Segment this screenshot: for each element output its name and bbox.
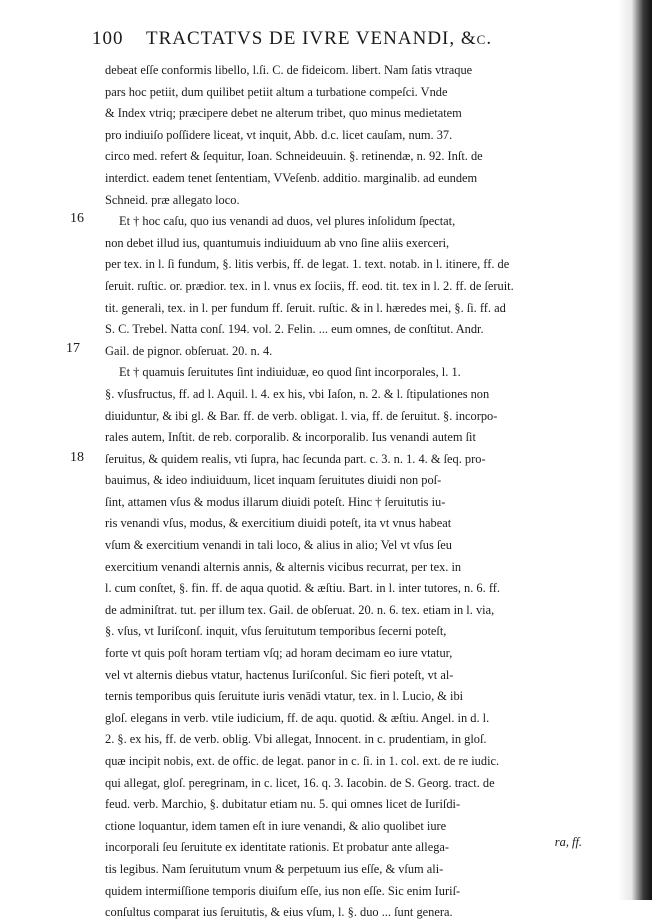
text-line: Et † hoc caſu, quo ius venandi ad duos, vel plures inſolidum ſpectat, [119,214,456,229]
text-line: per tex. in l. ſi fundum, §. litis verbis, ff. de legat. 1. text. notab. in l. itinere, ff. de [105,257,510,272]
text-line: conſultus comparat ius ſeruitutis, & eius vſum, l. §. duo ... ſunt genera. [105,905,453,920]
text-line: ſint, attamen vſus & modus illarum diuidi poteſt. Hinc † ſeruitutis iu- [105,494,446,509]
text-line: rales autem, Inſtit. de reb. corporalib. & incorporalib. Ius venandi autem ſit [105,430,476,445]
text-line: gloſ. elegans in verb. vtile iudicium, ff. de aqu. quotid. & æſtiu. Angel. in d. l. [105,710,490,725]
text-line: ſeruit. ruſtic. or. prædior. tex. in l. vnus ex ſociis, ff. eod. tit. tex in l. 2. ff. de ſeruit. [105,278,514,293]
text-line: §. vſus, vt Iuriſconſ. inquit, vſus ſeruitutum temporibus ſecerni poteſt, [105,624,447,639]
text-line: Et † quamuis ſeruitutes ſint indiuiduæ, eo quod ſint incorporales, l. 1. [119,365,461,380]
text-line: l. cum conſtet, §. fin. ff. de aqua quotid. & æſtiu. Bart. in l. inter tutores, n. 6. ff. [105,581,500,596]
body-text [105,60,590,924]
text-line: ternis temporibus quis ſeruitute iuris venādi vtatur, tex. in l. Lucio, & ibi [105,689,464,704]
text-line: quæ incipit nobis, ext. de offic. de legat. panor in c. ſi. in 1. col. ext. de re iudic. [105,754,500,768]
text-line: circo med. refert & ſequitur, Ioan. Schneideuuin. §. retinendæ, n. 92. Inſt. de [105,149,483,164]
text-line: 2. §. ex his, ff. de verb. oblig. Vbi allegat, Innocent. in c. prudentiam, in gloſ. [105,732,487,747]
text-line: vel vt alternis diebus vtatur, hactenus Iuriſconſul. Sic fieri poteſt, vt al- [105,667,454,682]
text-line: Schneid. præ allegato loco. [105,192,240,207]
text-line: ctione loquantur, idem tamen eſt in iure venandi, & alio quolibet iure [105,818,447,833]
text-line: pars hoc petiit, dum quilibet petiit altum a turbatione compeſci. Vnde [105,84,448,99]
running-header [92,28,612,50]
catchword: ra, ff. [554,835,582,849]
text-line: Gail. de pignor. obſeruat. 20. n. 4. [105,343,273,358]
margin-number-16: 16 [70,211,84,226]
text-line: tis legibus. Nam ſeruitutum vnum & perpetuum ius eſſe, & vſum ali- [105,861,444,876]
text-line: interdict. eadem tenet ſententiam, VVeſenb. additio. marginalib. ad eundem [105,170,478,185]
text-line: ſeruitus, & quidem realis, vti ſupra, hac ſecunda part. c. 3. n. 1. 4. & ſeq. pro- [105,451,486,466]
text-line: non debet illud ius, quantumuis indiuiduum ab vno ſine aliis exerceri, [105,235,450,250]
text-line: pro indiuiſo poſſidere liceat, vt inquit, Abb. d.c. licet cauſam, num. 37. [105,127,453,142]
text-line: tit. generali, tex. in l. per fundum ff. ſeruit. ruſtic. & in l. hæredes mei, §. ſi. ff. ad [105,300,506,315]
text-line: S. C. Trebel. Natta conſ. 194. vol. 2. Felin. ... eum omnes, de conſtitut. Andr. [105,322,484,337]
text-line: qui allegat, gloſ. peregrinam, in c. licet, 16. q. 3. Iacobin. de S. Georg. tract. de [105,775,495,790]
margin-number-18: 18 [70,450,84,465]
text-line: incorporali ſeu ſeruitute ex identitate rationis. Et probatur ante allega- [105,840,450,855]
text-line: §. vſusfructus, ff. ad l. Aquil. l. 4. ex his, vbi Iaſon, n. 2. & l. ſtipulationes non [105,386,490,401]
running-title: TRACTATVS DE IVRE VENANDI, &c. [146,28,493,49]
text-line: feud. verb. Marchio, §. dubitatur etiam nu. 5. qui omnes licet de Iuriſdi- [105,797,461,812]
text-line: diuiduntur, & ibi gl. & Bar. ff. de verb. obligat. l. via, ff. de ſeruitut. §. incorpo- [105,408,498,423]
page-number: 100 [92,28,124,49]
text-line: exercitium venandi alternis annis, & alternis vicibus recurrat, per tex. in [105,559,462,574]
text-line: & Index vtriq; præcipere debet ne alterum tribet, quo minus medietatem [105,106,462,121]
text-line: quidem intermiſſione temporis diuiſum eſſe, ius non eſſe. Sic enim Iuriſ- [105,883,461,898]
text-line: de adminiſtrat. tut. per illum tex. Gail. de obſeruat. 20. n. 6. tex. etiam in l. via, [105,602,495,617]
text-line: forte vt quis poſt horam tertiam vſq; ad horam decimam eo iure vtatur, [105,646,453,661]
text-line: bauimus, & ideo indiuiduum, licet inquam ſeruitutes diuidi non poſ- [105,473,442,488]
text-line: vſum & exercitium venandi in tali loco, & alius in alio; Vel vt vſus ſeu [105,538,452,553]
margin-number-17: 17 [66,341,80,356]
text-line: ris venandi vſus, modus, & exercitium diuidi poteſt, ita vt vnus habeat [105,516,452,531]
text-line: debeat eſſe conformis libello, l.ſi. C. de fideicom. libert. Nam ſatis vtraque [105,63,473,77]
page-edge-shadow [618,0,652,900]
